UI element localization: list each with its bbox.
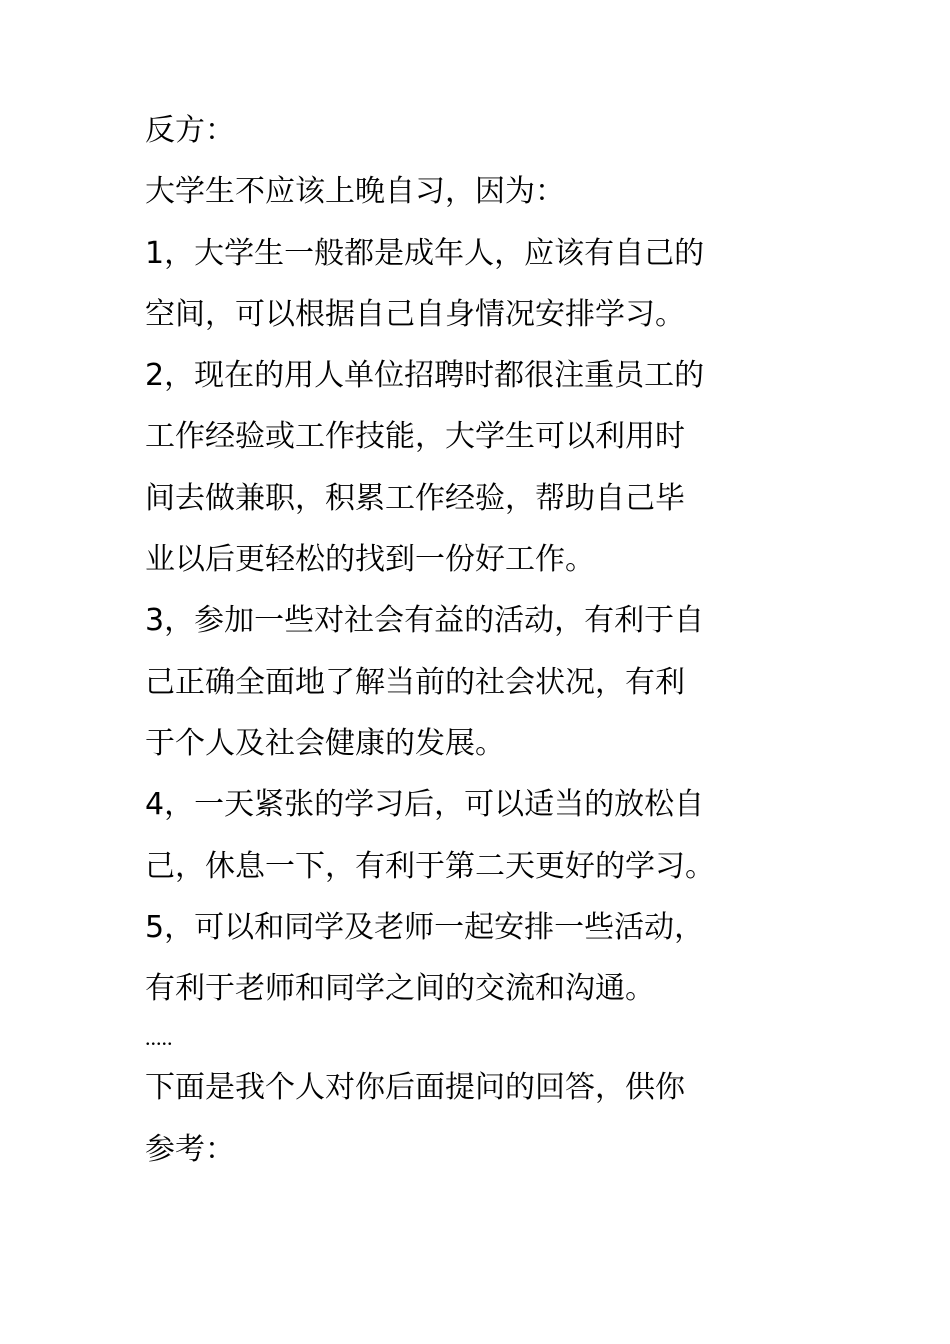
point-2-line-3: 间去做兼职，积累工作经验，帮助自己毕 [145,480,685,516]
intro-line: 大学生不应该上晚自习，因为： [145,174,565,210]
document-body [145,100,865,1180]
ellipsis-line: ..... [145,1025,173,1051]
point-4-line-2: 己，休息一下，有利于第二天更好的学习。 [145,848,715,884]
point-3-line-3: 于个人及社会健康的发展。 [145,725,505,761]
point-3-line-2: 己正确全面地了解当前的社会状况，有利 [145,664,685,700]
point-1-line-1: 1，大学生一般都是成年人，应该有自己的 [145,235,705,271]
point-3-line-1: 3，参加一些对社会有益的活动，有利于自 [145,603,705,639]
point-2-line-4: 业以后更轻松的找到一份好工作。 [145,542,595,578]
point-5-line-1: 5，可以和同学及老师一起安排一些活动， [145,909,705,945]
closing-line-2: 参考： [145,1131,235,1167]
point-2-line-1: 2，现在的用人单位招聘时都很注重员工的 [145,358,705,394]
point-1-line-2: 空间，可以根据自己自身情况安排学习。 [145,296,685,332]
point-5-line-2: 有利于老师和同学之间的交流和沟通。 [145,971,655,1007]
point-4-line-1: 4，一天紧张的学习后，可以适当的放松自 [145,787,705,823]
heading-fanfang: 反方： [145,113,235,148]
closing-line-1: 下面是我个人对你后面提问的回答，供你 [145,1070,685,1106]
point-2-line-2: 工作经验或工作技能，大学生可以利用时 [145,419,685,455]
